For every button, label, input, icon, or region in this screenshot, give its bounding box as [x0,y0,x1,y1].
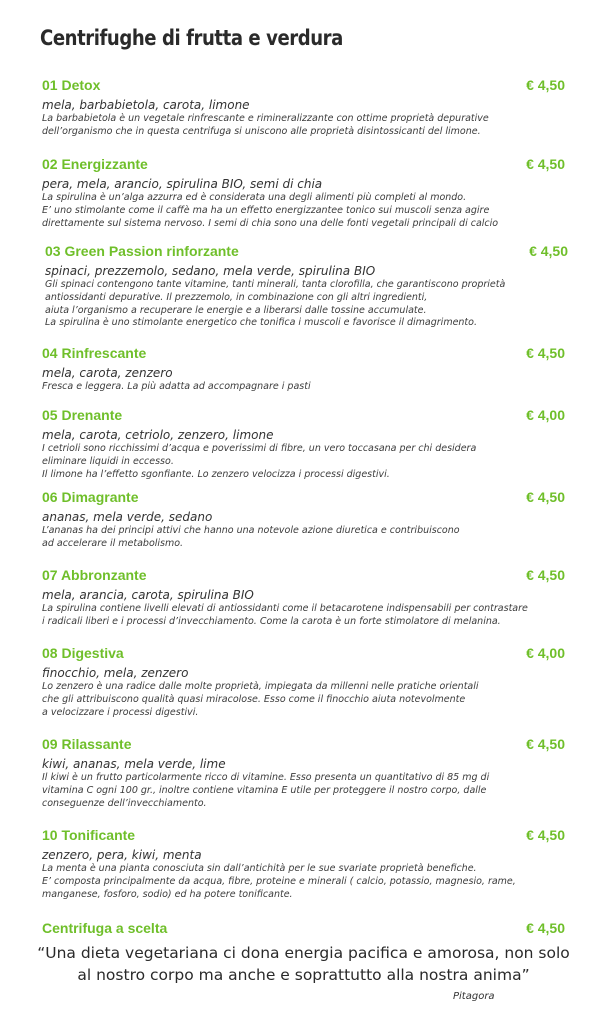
menu-item-detox [40,77,568,139]
item-name: 03 Green Passion rinforzante [45,243,239,259]
item-name: 06 Dimagrante [42,489,139,505]
menu-item-drenante [40,407,568,481]
description-line: ad accelerare il metabolismo. [42,537,184,549]
menu-item-abbronzante [40,567,568,629]
description-line: vitamina C ogni 100 gr., inoltre contiene vitamina E utile per proteggere il nostro corpo, dalle [42,784,487,796]
menu-item-tonificante [40,827,568,901]
description-line: La spirulina è uno stimolante energetico che tonifica i muscoli e favorisce il dimagrimento. [45,317,477,329]
quote-line: al nostro corpo ma anche e soprattutto alla nostra anima” [77,966,530,984]
menu-item-digestiva [40,645,568,719]
description-line: conseguenze dell’invecchiamento. [42,797,207,809]
quote-author: Pitagora [453,991,495,1002]
item-price: € 4,50 [526,77,565,93]
description-line: Gli spinaci contengono tante vitamine, tanti minerali, tanta clorofilla, che garantiscono proprietà [45,279,506,290]
description-line: a velocizzare i processi digestivi. [42,706,199,718]
description-line: antiossidanti depurative. Il prezzemolo, in combinazione con gli altri ingredienti, [45,291,428,303]
description-line: dell’organismo che in questa centrifuga si uniscono alle proprietà disintossicanti del limone. [42,125,481,137]
menu-item-dimagrante [40,489,568,551]
item-name: 09 Rilassante [42,736,132,752]
item-price: € 4,50 [526,736,565,752]
quote [0,942,607,986]
item-description [40,192,568,230]
menu-item-rilassante [40,736,568,810]
description-line: aiuta l’organismo a recuperare le energie e a liberarsi dalle tossine accumulate. [45,304,427,316]
description-line: I cetrioli sono ricchissimi d’acqua e poverissimi di fibre, un vero toccasana per chi desidera [42,443,477,454]
item-ingredients: pera, mela, arancio, spirulina BIO, semi di chia [42,177,323,191]
item-description [40,772,568,810]
description-line: i radicali liberi e i processi d’invecchiamento. Come la carota è un forte stimolatore di melanina. [42,615,501,627]
item-name: 01 Detox [42,77,101,93]
item-description [40,603,568,629]
item-price: € 4,50 [526,345,565,361]
item-ingredients: mela, arancia, carota, spirulina BIO [42,588,254,602]
menu-item-energizzante [40,156,568,230]
description-line: La spirulina è un’alga azzurra ed è considerata una degli alimenti più completi al mondo. [42,192,467,203]
item-price: € 4,50 [526,920,565,936]
item-name: Centrifuga a scelta [42,920,168,936]
quote-line: “Una dieta vegetariana ci dona energia pacifica e amorosa, non solo [37,944,570,962]
menu-item-centrifuga-a-scelta [40,920,568,940]
description-line: La spirulina contiene livelli elevati di antiossidanti come il betacarotene indispensabili per contrastare [42,603,528,614]
item-ingredients: mela, carota, cetriolo, zenzero, limone [42,428,274,442]
description-line: E’ composta principalmente da acqua, fibre, proteine e minerali ( calcio, potassio, magnesio, rame, [42,875,516,887]
item-ingredients: kiwi, ananas, mela verde, lime [42,757,226,771]
description-line: La menta è una pianta conosciuta sin dall’antichità per le sue svariate proprietà benefiche. [42,863,477,874]
item-ingredients: mela, carota, zenzero [42,366,173,380]
menu-item-green-passion [43,243,571,330]
item-ingredients: ananas, mela verde, sedano [42,510,213,524]
item-description [40,381,568,394]
menu-item-rinfrescante [40,345,568,394]
item-description [40,443,568,481]
item-name: 04 Rinfrescante [42,345,147,361]
item-price: € 4,50 [529,243,568,259]
item-ingredients: mela, barbabietola, carota, limone [42,98,250,112]
description-line: eliminare liquidi in eccesso. [42,455,174,467]
item-price: € 4,00 [526,407,565,423]
description-line: E’ uno stimolante come il caffè ma ha un effetto energizzantee tonico sui muscoli senza agire [42,204,490,216]
item-description [40,525,568,551]
item-price: € 4,50 [526,489,565,505]
item-name: 02 Energizzante [42,156,148,172]
item-price: € 4,00 [526,645,565,661]
item-name: 08 Digestiva [42,645,124,661]
item-description [43,279,571,330]
item-price: € 4,50 [526,567,565,583]
item-ingredients: finocchio, mela, zenzero [42,666,189,680]
description-line: La barbabietola è un vegetale rinfrescante e rimineralizzante con ottime proprietà depurative [42,113,489,124]
item-price: € 4,50 [526,827,565,843]
description-line: Lo zenzero è una radice dalle molte proprietà, impiegata da millenni nelle pratiche orientali [42,681,479,692]
item-name: 05 Drenante [42,407,123,423]
page-title: Centrifughe di frutta e verdura [40,26,343,50]
description-line: manganese, fosforo, sodio) ed ha potere tonificante. [42,888,293,900]
item-ingredients: spinaci, prezzemolo, sedano, mela verde, spirulina BIO [45,264,376,278]
item-name: 07 Abbronzante [42,567,147,583]
item-ingredients: zenzero, pera, kiwi, menta [42,848,202,862]
description-line: direttamente sul sistema nervoso. I semi di chia sono una delle fonti vegetali principali di calcio [42,217,499,229]
item-description [40,681,568,719]
item-description [40,113,568,139]
description-line: Il kiwi è un frutto particolarmente ricco di vitamine. Esso presenta un quantitativo di 85 mg di [42,772,490,783]
description-line: che gli attribuiscono qualità quasi miracolose. Esso come il finocchio aiuta notevolmente [42,693,466,705]
description-line: L’ananas ha dei principi attivi che hanno una notevole azione diuretica e contribuiscono [42,525,460,536]
description-line: Fresca e leggera. La più adatta ad accompagnare i pasti [42,381,311,392]
item-name: 10 Tonificante [42,827,136,843]
item-description [40,863,568,901]
item-price: € 4,50 [526,156,565,172]
description-line: Il limone ha l’effetto sgonfiante. Lo zenzero velocizza i processi digestivi. [42,468,390,480]
